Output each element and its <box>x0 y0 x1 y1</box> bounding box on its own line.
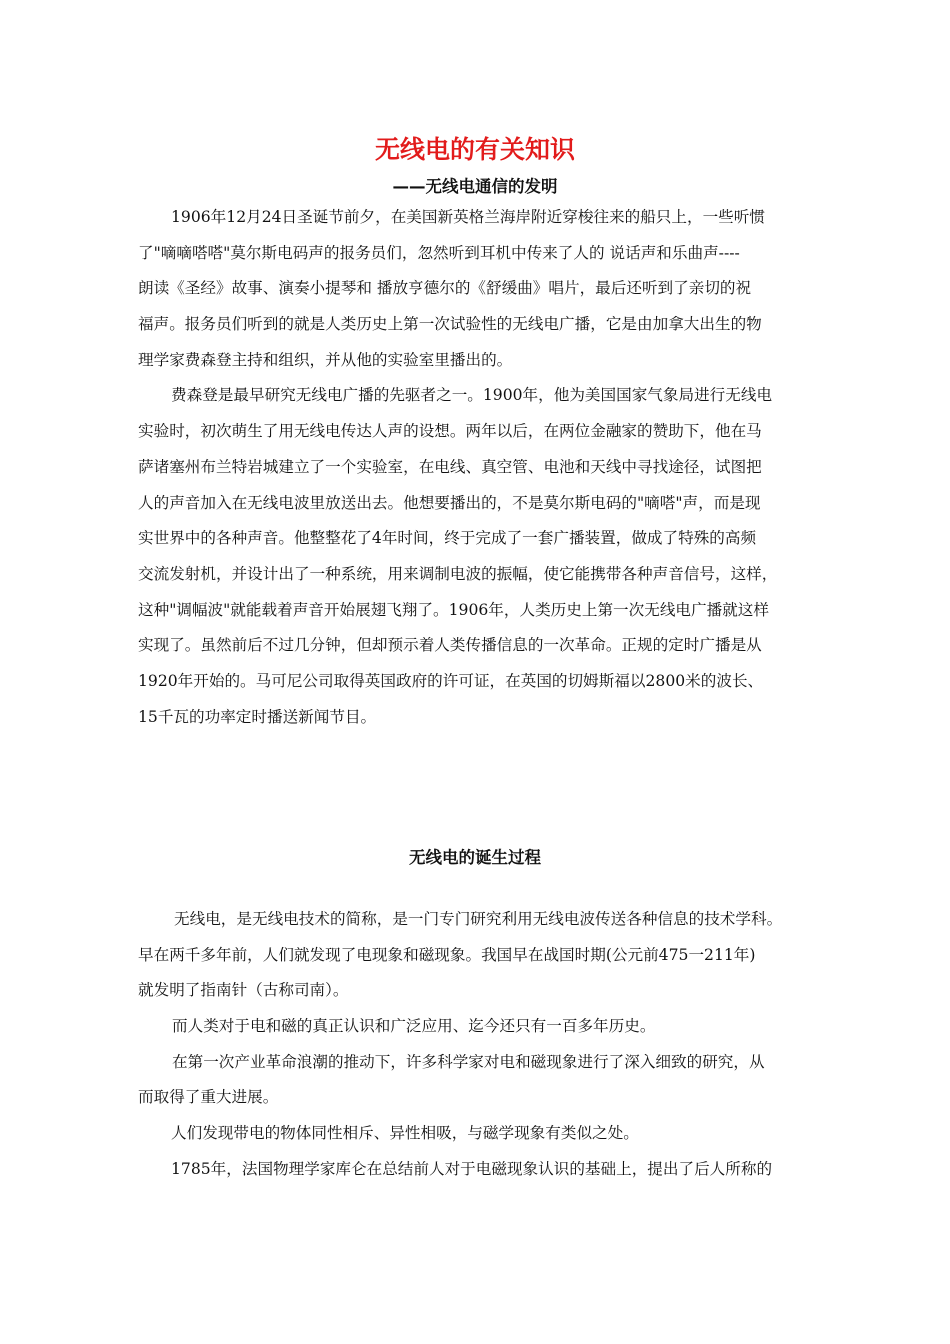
paragraph-line: 1920年开始的。马可尼公司取得英国政府的许可证，在英国的切姆斯福以2800米的波长、 <box>138 671 764 690</box>
paragraph-line: 萨诸塞州布兰特岩城建立了一个实验室，在电线、真空管、电池和天线中寻找途径，试图把 <box>138 457 762 476</box>
paragraph-line: 实现了。虽然前后不过几分钟，但却预示着人类传播信息的一次革命。正规的定时广播是从 <box>138 636 762 655</box>
paragraph-line: 实验时，初次萌生了用无线电传达人声的设想。两年以后，在两位金融家的赞助下，他在马 <box>138 422 762 441</box>
paragraph-line: 无线电，是无线电技术的简称，是一门专门研究利用无线电波传送各种信息的技术学科。 <box>174 910 783 928</box>
section-2-body <box>138 904 828 1190</box>
document-subtitle: ——无线电通信的发明 <box>392 177 558 196</box>
section-1-body <box>138 202 828 737</box>
paragraph-line: 15千瓦的功率定时播送新闻节目。 <box>138 707 377 726</box>
paragraph-line: 了"嘀嘀嗒嗒"莫尔斯电码声的报务员们，忽然听到耳机中传来了人的 说话声和乐曲声---- <box>138 243 740 262</box>
paragraph-line: 早在两千多年前，人们就发现了电现象和磁现象。我国早在战国时期(公元前475一211年) <box>138 945 756 964</box>
paragraph-line: 理学家费森登主持和组织，并从他的实验室里播出的。 <box>138 350 513 369</box>
paragraph-line: 实世界中的各种声音。他整整花了4年时间，终于完成了一套广播装置，做成了特殊的高频 <box>138 529 757 548</box>
document-title: 无线电的有关知识 <box>374 135 575 164</box>
paragraph-line: 人们发现带电的物体同性相斥、异性相吸，与磁学现象有类似之处。 <box>171 1124 639 1143</box>
paragraph-line: 1785年，法国物理学家库仑在总结前人对于电磁现象认识的基础上，提出了后人所称的 <box>171 1159 773 1178</box>
paragraph-line: 这种"调幅波"就能载着声音开始展翅飞翔了。1906年，人类历史上第一次无线电广播就这样 <box>138 600 769 619</box>
section-2-heading: 无线电的诞生过程 <box>409 848 541 867</box>
paragraph-line: 福声。报务员们听到的就是人类历史上第一次试验性的无线电广播，它是由加拿大出生的物 <box>138 315 762 334</box>
paragraph-line: 人的声音加入在无线电波里放送出去。他想要播出的，不是莫尔斯电码的"嘀嗒"声，而是现 <box>138 493 761 512</box>
paragraph-line: 而人类对于电和磁的真正认识和广泛应用、迄今还只有一百多年历史。 <box>172 1017 656 1036</box>
paragraph-line: 而取得了重大进展。 <box>138 1088 279 1107</box>
paragraph-line: 朗读《圣经》故事、演奏小提琴和 播放亨德尔的《舒缓曲》唱片，最后还听到了亲切的祝 <box>138 279 752 298</box>
paragraph-line: 就发明了指南针（古称司南）。 <box>138 981 349 1000</box>
paragraph-line: 交流发射机，并设计出了一种系统，用来调制电波的振幅，使它能携带各种声音信号，这样， <box>138 564 778 583</box>
paragraph-line: 1906年12月24日圣诞节前夕，在美国新英格兰海岸附近穿梭往来的船只上，一些听惯 <box>171 208 765 226</box>
paragraph-line: 费森登是最早研究无线电广播的先驱者之一。1900年，他为美国国家气象局进行无线电 <box>171 386 773 405</box>
paragraph-line: 在第一次产业革命浪潮的推动下，许多科学家对电和磁现象进行了深入细致的研究，从 <box>172 1052 765 1071</box>
